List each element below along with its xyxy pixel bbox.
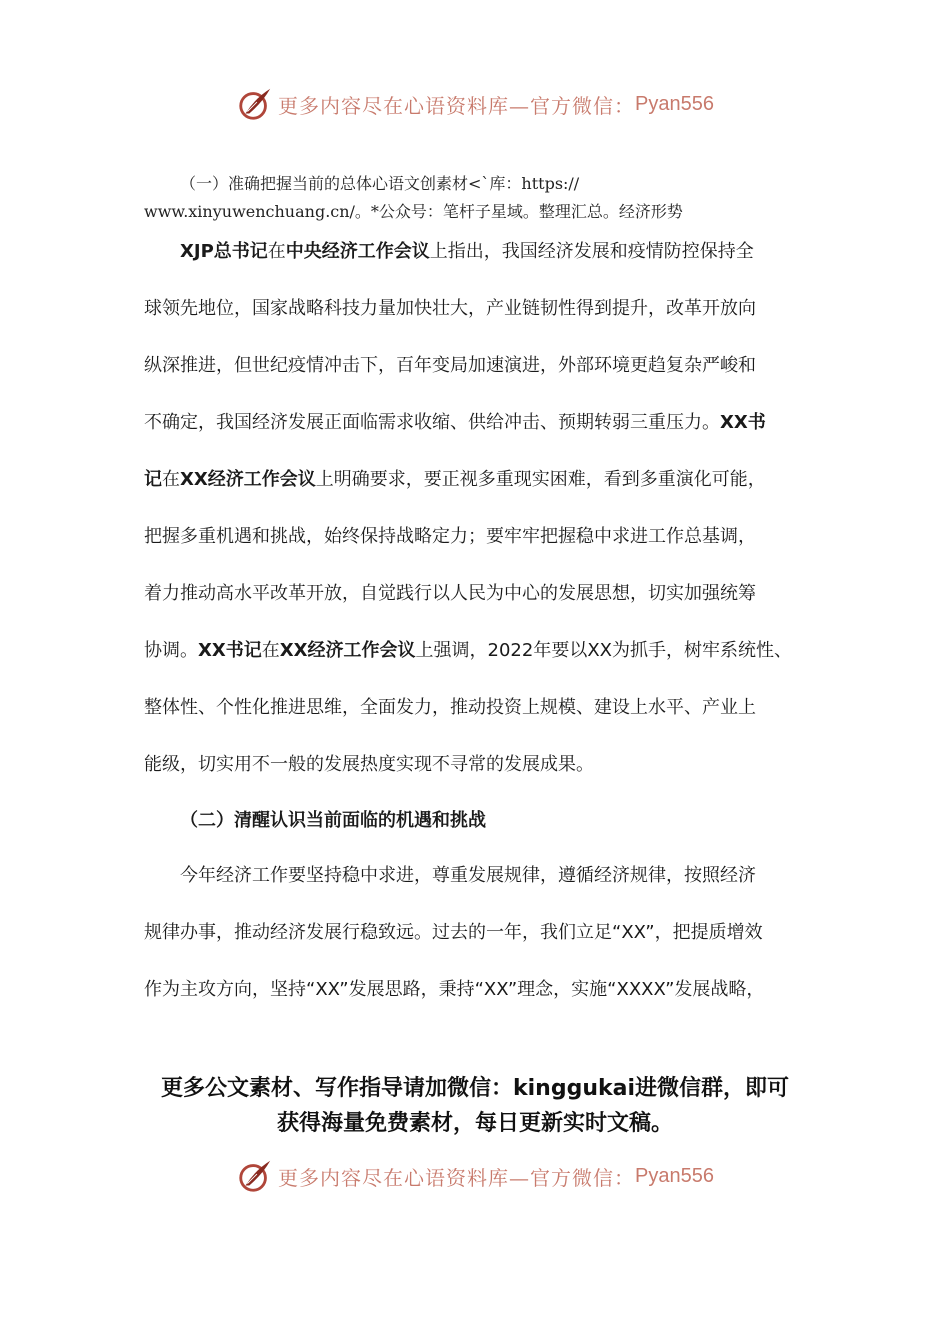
para1-line-8: 协调。XX书记在XX经济工作会议上强调，2022年要以XX为抓手，树牢系统性、 xyxy=(144,640,793,661)
para2-line-3: 作为主攻方向，坚持“XX”发展思路，秉持“XX”理念，实施“XXXX”发展战略， xyxy=(144,979,765,1000)
banner-wechat-id: Pyan556 xyxy=(635,1164,714,1187)
para1-line-1: XJP总书记在中央经济工作会议上指出，我国经济发展和疫情防控保持全 xyxy=(180,241,754,262)
footer-cta-line-1: 更多公文素材、写作指导请加微信：kinggukai进微信群，即可 xyxy=(160,1076,789,1101)
para1-line-5: 记在XX经济工作会议上明确要求，要正视多重现实困难，看到多重演化可能， xyxy=(144,469,766,490)
intro-line-2: www.xinyuwenchuang.cn/。*公众号：笔杆子星域。整理汇总。经济形势 xyxy=(144,202,683,221)
para1-line-4: 不确定，我国经济发展正面临需求收缩、供给冲击、预期转弱三重压力。XX书 xyxy=(144,412,766,433)
section-heading-2: （二）清醒认识当前面临的机遇和挑战 xyxy=(180,810,486,831)
intro-block xyxy=(144,170,804,226)
banner-wechat-id: Pyan556 xyxy=(635,92,714,115)
para1-line-10: 能级，切实用不一般的发展热度实现不寻常的发展成果。 xyxy=(144,754,594,775)
quill-pen-logo-icon xyxy=(236,1157,274,1195)
para2-line-1: 今年经济工作要坚持稳中求进，尊重发展规律，遵循经济规律，按照经济 xyxy=(180,865,756,886)
header-banner xyxy=(0,84,950,124)
para1-line-2: 球领先地位，国家战略科技力量加快壮大，产业链韧性得到提升，改革开放向 xyxy=(144,298,756,319)
banner-text: 更多内容尽在心语资料库—官方微信： xyxy=(278,1165,636,1190)
footer-cta-line-2: 获得海量免费素材，每日更新实时文稿。 xyxy=(276,1111,673,1136)
intro-line-1: （一）准确把握当前的总体心语文创素材<`库：https:// xyxy=(180,174,580,193)
para1-line-9: 整体性、个性化推进思维，全面发力，推动投资上规模、建设上水平、产业上 xyxy=(144,697,756,718)
banner-text: 更多内容尽在心语资料库—官方微信： xyxy=(278,93,636,118)
para1-line-3: 纵深推进，但世纪疫情冲击下，百年变局加速演进，外部环境更趋复杂严峻和 xyxy=(144,355,756,376)
para2-line-2: 规律办事，推动经济发展行稳致远。过去的一年，我们立足“XX”，把提质增效 xyxy=(144,922,763,943)
footer-banner xyxy=(0,1156,950,1196)
quill-pen-logo-icon xyxy=(236,85,274,123)
para1-line-7: 着力推动高水平改革开放，自觉践行以人民为中心的发展思想，切实加强统筹 xyxy=(144,583,756,604)
para1-line-6: 把握多重机遇和挑战，始终保持战略定力；要牢牢把握稳中求进工作总基调， xyxy=(144,526,756,547)
